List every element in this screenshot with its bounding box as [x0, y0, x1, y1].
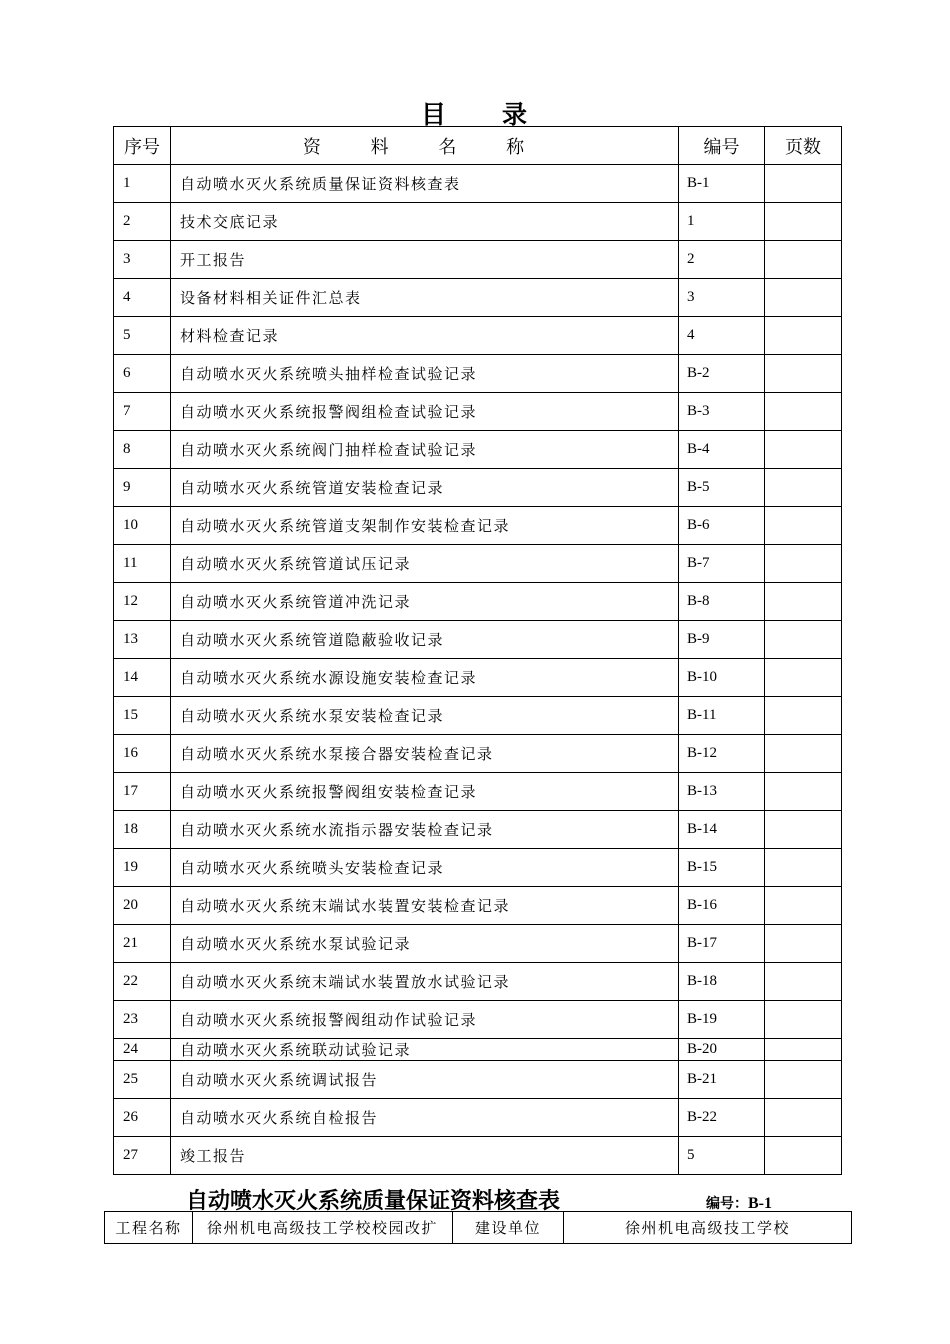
row-pages [765, 545, 842, 583]
checklist-title: 自动喷水灭火系统质量保证资料核查表 [186, 1189, 561, 1214]
row-name: 自动喷水灭火系统自检报告 [171, 1099, 679, 1137]
row-pages [765, 165, 842, 203]
row-name: 自动喷水灭火系统管道试压记录 [171, 545, 679, 583]
owner-label: 建设单位 [453, 1212, 564, 1244]
table-row [114, 621, 842, 659]
row-name: 自动喷水灭火系统报警阀组安装检查记录 [171, 773, 679, 811]
row-pages [765, 1061, 842, 1099]
table-row [114, 583, 842, 621]
row-pages [765, 1039, 842, 1061]
row-name: 自动喷水灭火系统阀门抽样检查试验记录 [171, 431, 679, 469]
table-row [114, 811, 842, 849]
row-number: 17 [114, 773, 171, 811]
row-code: B-7 [679, 545, 765, 583]
row-pages [765, 203, 842, 241]
row-pages [765, 583, 842, 621]
row-code: 4 [679, 317, 765, 355]
row-code: B-22 [679, 1099, 765, 1137]
row-name: 自动喷水灭火系统管道隐蔽验收记录 [171, 621, 679, 659]
row-number: 22 [114, 963, 171, 1001]
row-name: 自动喷水灭火系统联动试验记录 [171, 1039, 679, 1061]
row-pages [765, 963, 842, 1001]
row-pages [765, 355, 842, 393]
table-row [114, 165, 842, 203]
table-row [114, 773, 842, 811]
contents-header-row [114, 127, 842, 165]
row-name: 材料检查记录 [171, 317, 679, 355]
row-pages [765, 621, 842, 659]
row-code: B-11 [679, 697, 765, 735]
row-number: 26 [114, 1099, 171, 1137]
row-code: B-1 [679, 165, 765, 203]
row-code: B-6 [679, 507, 765, 545]
row-name: 自动喷水灭火系统报警阀组检查试验记录 [171, 393, 679, 431]
row-name: 自动喷水灭火系统喷头安装检查记录 [171, 849, 679, 887]
row-number: 21 [114, 925, 171, 963]
row-number: 24 [114, 1039, 171, 1061]
row-number: 23 [114, 1001, 171, 1039]
row-number: 8 [114, 431, 171, 469]
owner-value: 徐州机电高级技工学校 [564, 1212, 852, 1244]
table-row [114, 849, 842, 887]
table-row [114, 393, 842, 431]
row-name: 自动喷水灭火系统末端试水装置安装检查记录 [171, 887, 679, 925]
row-number: 2 [114, 203, 171, 241]
table-row [114, 659, 842, 697]
row-pages [765, 773, 842, 811]
table-row [114, 203, 842, 241]
checklist-code [706, 1193, 772, 1213]
table-row [114, 431, 842, 469]
project-name-label: 工程名称 [105, 1212, 193, 1244]
row-pages [765, 1099, 842, 1137]
row-number: 19 [114, 849, 171, 887]
row-pages [765, 659, 842, 697]
row-name: 自动喷水灭火系统质量保证资料核查表 [171, 165, 679, 203]
row-name: 自动喷水灭火系统水泵接合器安装检查记录 [171, 735, 679, 773]
row-pages [765, 811, 842, 849]
row-number: 3 [114, 241, 171, 279]
project-info-table [104, 1211, 852, 1244]
table-row [114, 1039, 842, 1061]
row-name: 自动喷水灭火系统水流指示器安装检查记录 [171, 811, 679, 849]
project-name-value: 徐州机电高级技工学校校园改扩 [193, 1212, 453, 1244]
row-pages [765, 241, 842, 279]
row-pages [765, 279, 842, 317]
table-row [114, 925, 842, 963]
row-pages [765, 697, 842, 735]
row-number: 20 [114, 887, 171, 925]
row-number: 11 [114, 545, 171, 583]
row-code: 5 [679, 1137, 765, 1175]
row-pages [765, 1001, 842, 1039]
row-pages [765, 431, 842, 469]
header-no: 序号 [114, 127, 171, 165]
row-code: B-14 [679, 811, 765, 849]
row-code: B-13 [679, 773, 765, 811]
row-name: 设备材料相关证件汇总表 [171, 279, 679, 317]
table-row [114, 735, 842, 773]
page-title: 目 录 [420, 100, 529, 129]
row-code: B-15 [679, 849, 765, 887]
header-code: 编号 [679, 127, 765, 165]
row-code: B-18 [679, 963, 765, 1001]
row-pages [765, 887, 842, 925]
row-code: B-4 [679, 431, 765, 469]
row-number: 6 [114, 355, 171, 393]
table-row [114, 697, 842, 735]
row-code: B-21 [679, 1061, 765, 1099]
row-code: B-2 [679, 355, 765, 393]
contents-body [114, 165, 842, 1175]
contents-table [113, 126, 842, 1175]
row-pages [765, 393, 842, 431]
row-pages [765, 1137, 842, 1175]
row-code: B-5 [679, 469, 765, 507]
table-row [114, 1137, 842, 1175]
row-code: B-8 [679, 583, 765, 621]
row-name: 自动喷水灭火系统管道支架制作安装检查记录 [171, 507, 679, 545]
row-code: 2 [679, 241, 765, 279]
row-code: 3 [679, 279, 765, 317]
table-row [114, 279, 842, 317]
row-number: 16 [114, 735, 171, 773]
table-row [114, 507, 842, 545]
table-row [114, 1061, 842, 1099]
checklist-code-value: B-1 [748, 1195, 772, 1212]
row-name: 自动喷水灭火系统报警阀组动作试验记录 [171, 1001, 679, 1039]
row-number: 4 [114, 279, 171, 317]
row-number: 14 [114, 659, 171, 697]
row-number: 5 [114, 317, 171, 355]
table-row [114, 469, 842, 507]
row-code: B-16 [679, 887, 765, 925]
row-name: 自动喷水灭火系统管道冲洗记录 [171, 583, 679, 621]
table-row [114, 545, 842, 583]
header-name: 资 料 名 称 [171, 127, 679, 165]
row-code: B-3 [679, 393, 765, 431]
row-name: 竣工报告 [171, 1137, 679, 1175]
table-row [114, 1001, 842, 1039]
row-number: 15 [114, 697, 171, 735]
table-row [114, 887, 842, 925]
row-pages [765, 469, 842, 507]
table-row [114, 1099, 842, 1137]
table-row [114, 317, 842, 355]
row-name: 技术交底记录 [171, 203, 679, 241]
table-row [114, 241, 842, 279]
row-number: 10 [114, 507, 171, 545]
row-name: 开工报告 [171, 241, 679, 279]
row-code: B-10 [679, 659, 765, 697]
row-number: 9 [114, 469, 171, 507]
table-row [114, 963, 842, 1001]
row-name: 自动喷水灭火系统水源设施安装检查记录 [171, 659, 679, 697]
row-number: 18 [114, 811, 171, 849]
row-name: 自动喷水灭火系统水泵试验记录 [171, 925, 679, 963]
row-pages [765, 507, 842, 545]
row-code: B-12 [679, 735, 765, 773]
project-info-row [105, 1212, 852, 1244]
checklist-code-label: 编号： [706, 1196, 748, 1212]
row-name: 自动喷水灭火系统管道安装检查记录 [171, 469, 679, 507]
row-number: 25 [114, 1061, 171, 1099]
row-number: 13 [114, 621, 171, 659]
row-pages [765, 317, 842, 355]
header-pages: 页数 [765, 127, 842, 165]
row-code: 1 [679, 203, 765, 241]
row-pages [765, 849, 842, 887]
row-number: 27 [114, 1137, 171, 1175]
row-code: B-9 [679, 621, 765, 659]
row-name: 自动喷水灭火系统末端试水装置放水试验记录 [171, 963, 679, 1001]
row-name: 自动喷水灭火系统调试报告 [171, 1061, 679, 1099]
row-number: 12 [114, 583, 171, 621]
row-pages [765, 925, 842, 963]
table-row [114, 355, 842, 393]
row-code: B-20 [679, 1039, 765, 1061]
row-name: 自动喷水灭火系统喷头抽样检查试验记录 [171, 355, 679, 393]
row-number: 7 [114, 393, 171, 431]
row-code: B-17 [679, 925, 765, 963]
row-number: 1 [114, 165, 171, 203]
row-pages [765, 735, 842, 773]
row-code: B-19 [679, 1001, 765, 1039]
row-name: 自动喷水灭火系统水泵安装检查记录 [171, 697, 679, 735]
